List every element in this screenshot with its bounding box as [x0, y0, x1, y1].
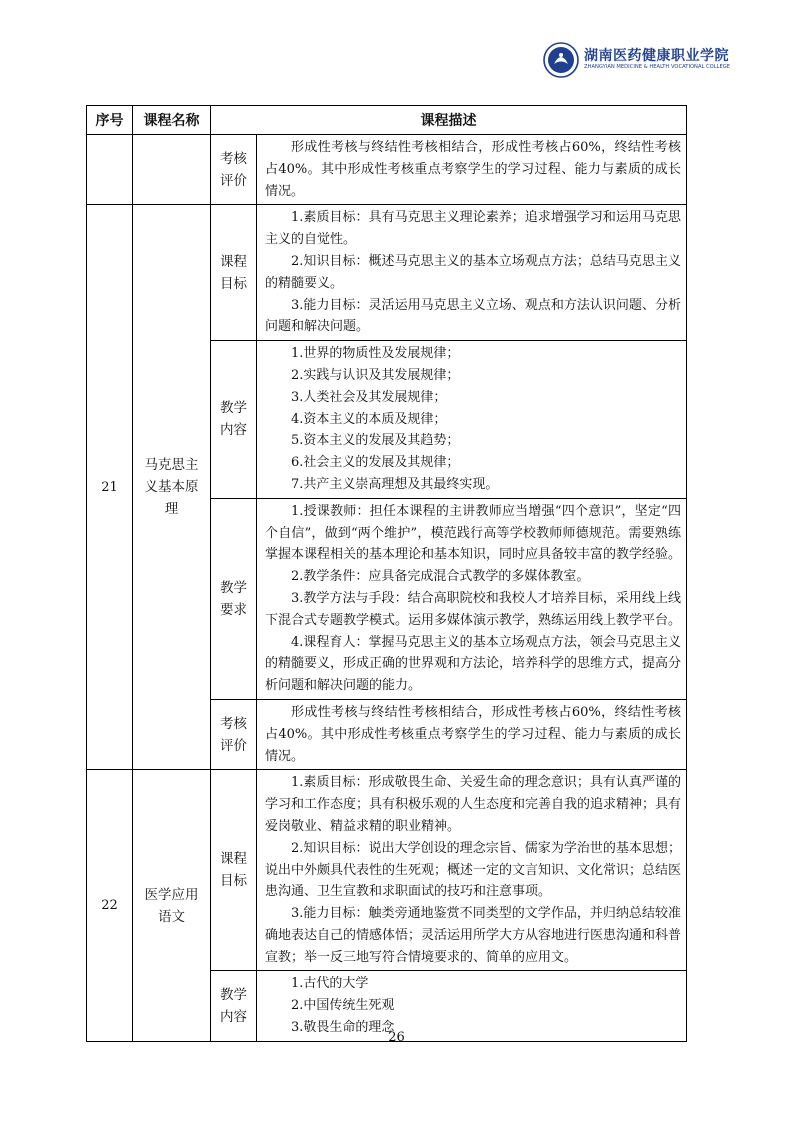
header-desc: 课程描述 — [211, 106, 687, 135]
section-desc: 1.素质目标：具有马克思主义理论素养；追求增强学习和运用马克思主义的自觉性。 2.知识目标：概述马克思主义的基本立场观点方法；总结马克思主义的精髓要义。 3.能力目标：灵活运用马克思主义立场、观点和方法认识问题、分析问题和解决问题。 — [257, 205, 687, 341]
table-header-row — [87, 106, 687, 135]
section-desc: 1.授课教师：担任本课程的主讲教师应当增强“四个意识”，坚定“四个自信”，做到“两个维护”，模范践行高等学校教师师德规范。需要熟练掌握本课程相关的基本理论和基本知识，同时应具备较丰富的教学经验。 2.教学条件：应具备完成混合式教学的多媒体教室。 3.教学方法与手段：结合高职院校和我校人才培养目标，采用线上线下混合式专题教学模式。运用多媒体演示教学，熟练运用线上教学平台。 4.课程育人：掌握马克思主义的基本立场观点方法，领会马克思主义的精髓要义，形成正确的世界观和方法论，培养科学的思维方式，提高分析问题和解决问题的能力。 — [257, 498, 687, 699]
section-label: 考核 评价 — [211, 135, 257, 205]
header-name: 课程名称 — [133, 106, 211, 135]
section-desc: 形成性考核与终结性考核相结合，形成性考核占60%，终结性考核占40%。其中形成性考核重点考察学生的学习过程、能力与素质的成长情况。 — [257, 699, 687, 769]
section-desc: 1.世界的物质性及发展规律； 2.实践与认识及其发展规律； 3.人类社会及其发展规律； 4.资本主义的本质及规律； 5.资本主义的发展及其趋势； 6.社会主义的发展及其规律； 7.共产主义崇高理想及其最终实现。 — [257, 341, 687, 499]
section-label: 课程 目标 — [211, 770, 257, 971]
section-label: 教学 要求 — [211, 498, 257, 699]
row-num-cell — [87, 135, 133, 205]
section-label: 教学 内容 — [211, 971, 257, 1041]
table-row — [87, 205, 687, 341]
section-label: 考核 评价 — [211, 699, 257, 769]
row-num-cell: 22 — [87, 770, 133, 1042]
row-name-cell: 医学应用 语文 — [133, 770, 211, 1042]
row-num-cell: 21 — [87, 205, 133, 770]
section-desc: 1.素质目标：形成敬畏生命、关爱生命的理念意识；具有认真严谨的学习和工作态度；具有积极乐观的人生态度和完善自我的追求精神；具有爱岗敬业、精益求精的职业精神。 2.知识目标：说出大学创设的理念宗旨、儒家为学治世的基本思想；说出中外颇具代表性的生死观；概述一定的文言知识、文化常识；总结医患沟通、卫生宣教和求职面试的技巧和注意事项。 3.能力目标：触类旁通地鉴赏不同类型的文学作品，并归纳总结较准确地表达自己的情感体悟；灵活运用所学大方从容地进行医患沟通和科普宣教；举一反三地写符合情境要求的、简单的应用文。 — [257, 770, 687, 971]
logo-english-name: ZHANGYIAN MEDICINE & HEALTH VOCATIONAL COLLEGE — [584, 64, 731, 70]
college-emblem-icon — [543, 42, 579, 78]
logo-chinese-name: 湖南医药健康职业学院 — [584, 48, 729, 64]
header-num: 序号 — [87, 106, 133, 135]
table-row — [87, 135, 687, 205]
table-row — [87, 770, 687, 971]
section-desc: 1.古代的大学 2.中国传统生死观 3.敬畏生命的理念 — [257, 971, 687, 1041]
section-label: 课程 目标 — [211, 205, 257, 341]
page-number: 26 — [388, 1030, 405, 1045]
college-logo — [543, 42, 731, 82]
row-name-cell — [133, 135, 211, 205]
section-label: 教学 内容 — [211, 341, 257, 499]
section-desc: 形成性考核与终结性考核相结合，形成性考核占60%，终结性考核占40%。其中形成性考核重点考察学生的学习过程、能力与素质的成长情况。 — [257, 135, 687, 205]
row-name-cell: 马克思主 义基本原 理 — [133, 205, 211, 770]
course-table — [86, 105, 687, 1042]
